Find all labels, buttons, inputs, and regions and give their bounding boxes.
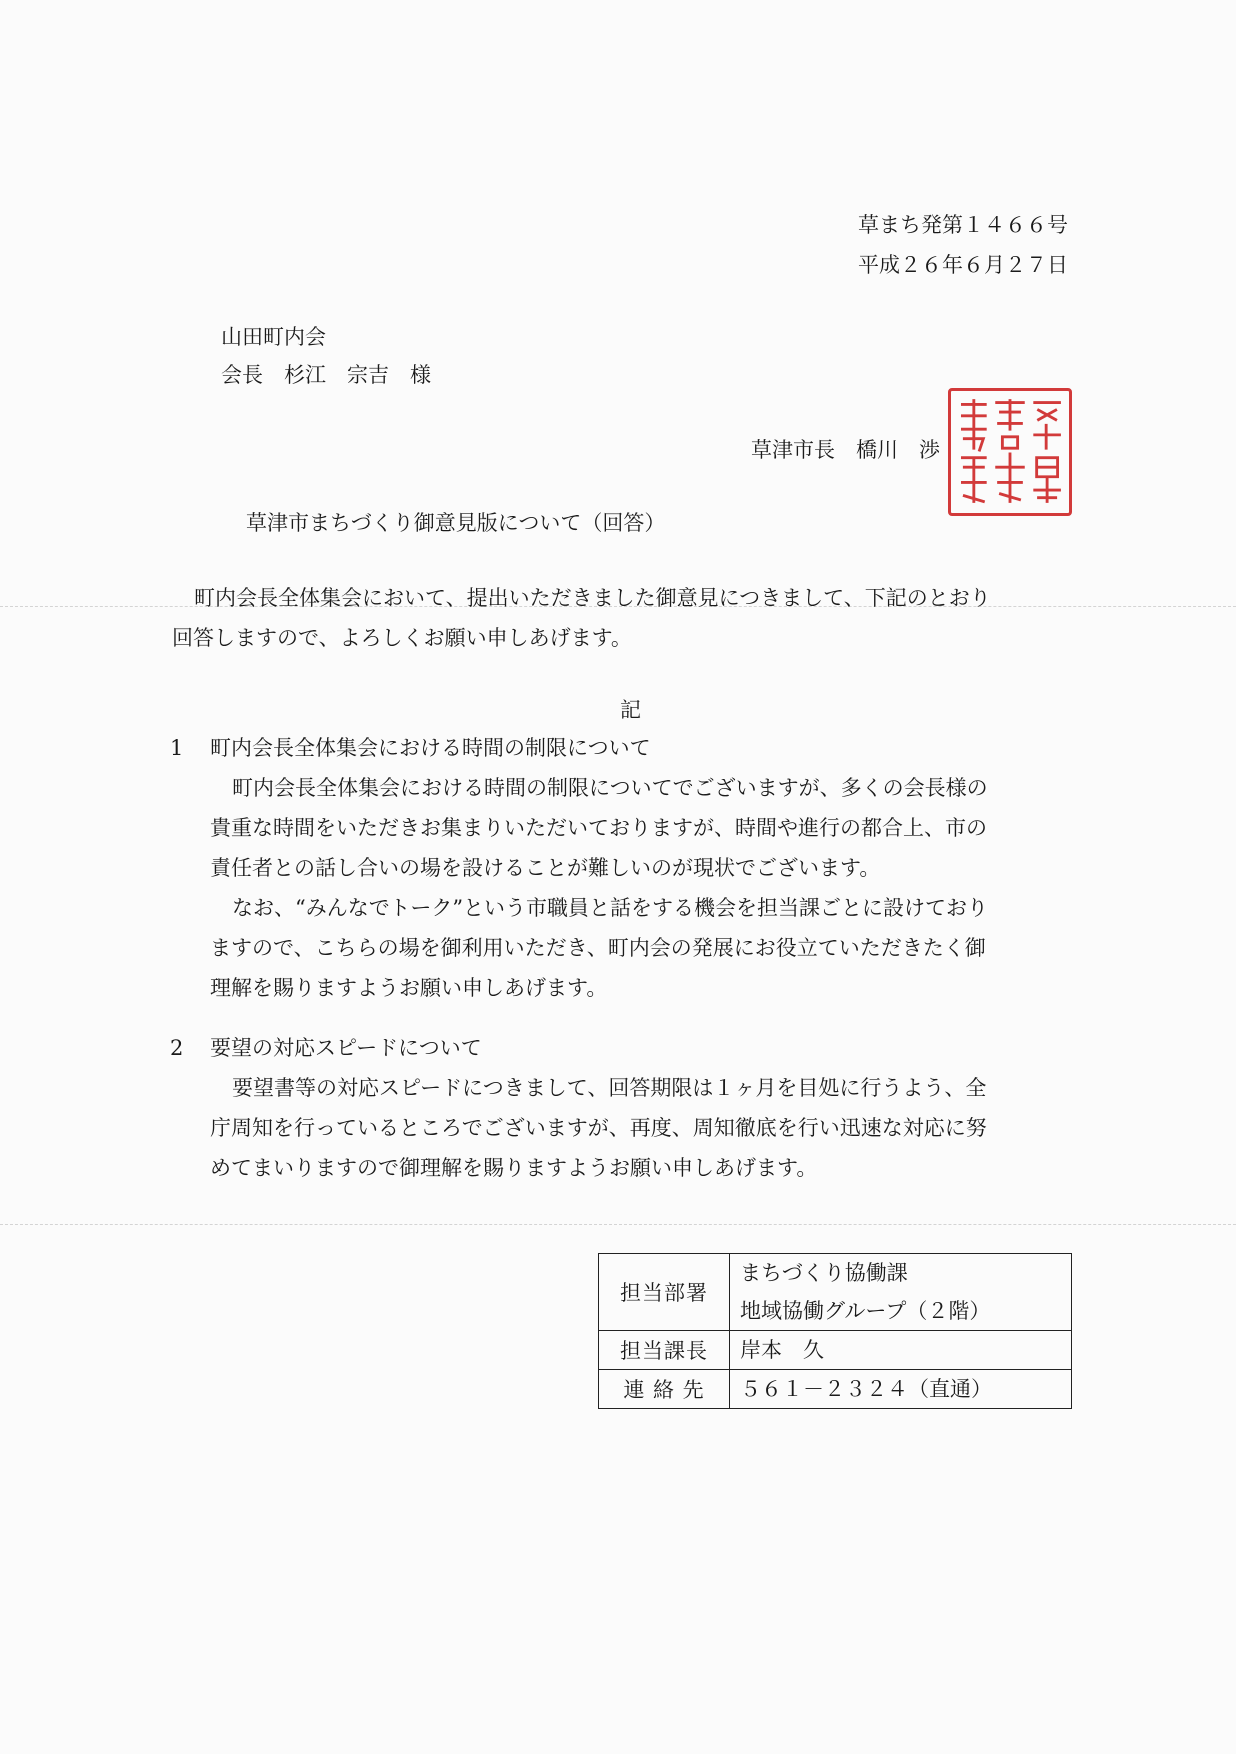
- table-row: [599, 1254, 1072, 1331]
- contact-table: [598, 1253, 1072, 1409]
- item-number: 2: [170, 1036, 184, 1060]
- body-line: 庁周知を行っているところでございますが、再度、周知徹底を行い迅速な対応に努: [210, 1116, 987, 1140]
- table-row: [599, 1331, 1072, 1370]
- body-line: 要望書等の対応スピードにつきまして、回答期限は１ヶ月を目処に行うよう、全: [232, 1076, 987, 1100]
- recipient-organization: 山田町内会: [221, 325, 326, 349]
- document-date: 平成２６年６月２７日: [858, 253, 1068, 277]
- recipient-name: 会長 杉江 宗吉 様: [221, 363, 431, 387]
- dept-line: まちづくり協働課: [740, 1261, 908, 1285]
- dept-label: 担当部署: [599, 1254, 730, 1331]
- item-heading: 町内会長全体集会における時間の制限について: [210, 736, 651, 760]
- intro-paragraph: [172, 578, 1062, 658]
- body-line: ますので、こちらの場を御利用いただき、町内会の発展にお役立ていただきたく御: [210, 936, 986, 960]
- chief-label: 担当課長: [599, 1331, 730, 1370]
- item-number: 1: [170, 736, 184, 760]
- body-line: 貴重な時間をいただきお集まりいただいておりますが、時間や進行の都合上、市の: [210, 816, 987, 840]
- fold-line: [0, 1224, 1236, 1225]
- item-body: [210, 768, 1064, 1008]
- ki-mark: 記: [620, 698, 641, 722]
- dept-value: [730, 1254, 1072, 1331]
- body-line: 理解を賜りますようお願い申しあげます。: [210, 976, 608, 1000]
- dept-line: 地域協働グループ（２階）: [740, 1299, 991, 1323]
- item-body: [210, 1068, 1064, 1188]
- phone-value: ５６１－２３２４（直通）: [730, 1370, 1072, 1409]
- intro-line: 町内会長全体集会において、提出いただきました御意見につきまして、下記のとおり: [194, 586, 991, 610]
- subject-title: 草津市まちづくり御意見版について（回答）: [246, 511, 666, 535]
- body-line: なお、“みんなでトーク”という市職員と話をする機会を担当課ごとに設けており: [232, 896, 989, 920]
- body-line: 町内会長全体集会における時間の制限についてでございますが、多くの会長様の: [232, 776, 988, 800]
- table-row: [599, 1370, 1072, 1409]
- intro-line: 回答しますので、よろしくお願い申しあげます。: [172, 626, 632, 650]
- body-line: めてまいりますので御理解を賜りますようお願い申しあげます。: [210, 1156, 818, 1180]
- official-seal: [948, 388, 1072, 516]
- document-number: 草まち発第１４６６号: [858, 213, 1068, 237]
- seal-glyph: [951, 391, 1069, 513]
- body-line: 責任者との話し合いの場を設けることが難しいのが現状でございます。: [210, 856, 881, 880]
- sender-name: 草津市長 橋川 渉: [751, 438, 940, 462]
- item-heading: 要望の対応スピードについて: [210, 1036, 482, 1060]
- chief-value: 岸本 久: [730, 1331, 1072, 1370]
- phone-label: 連 絡 先: [599, 1370, 730, 1409]
